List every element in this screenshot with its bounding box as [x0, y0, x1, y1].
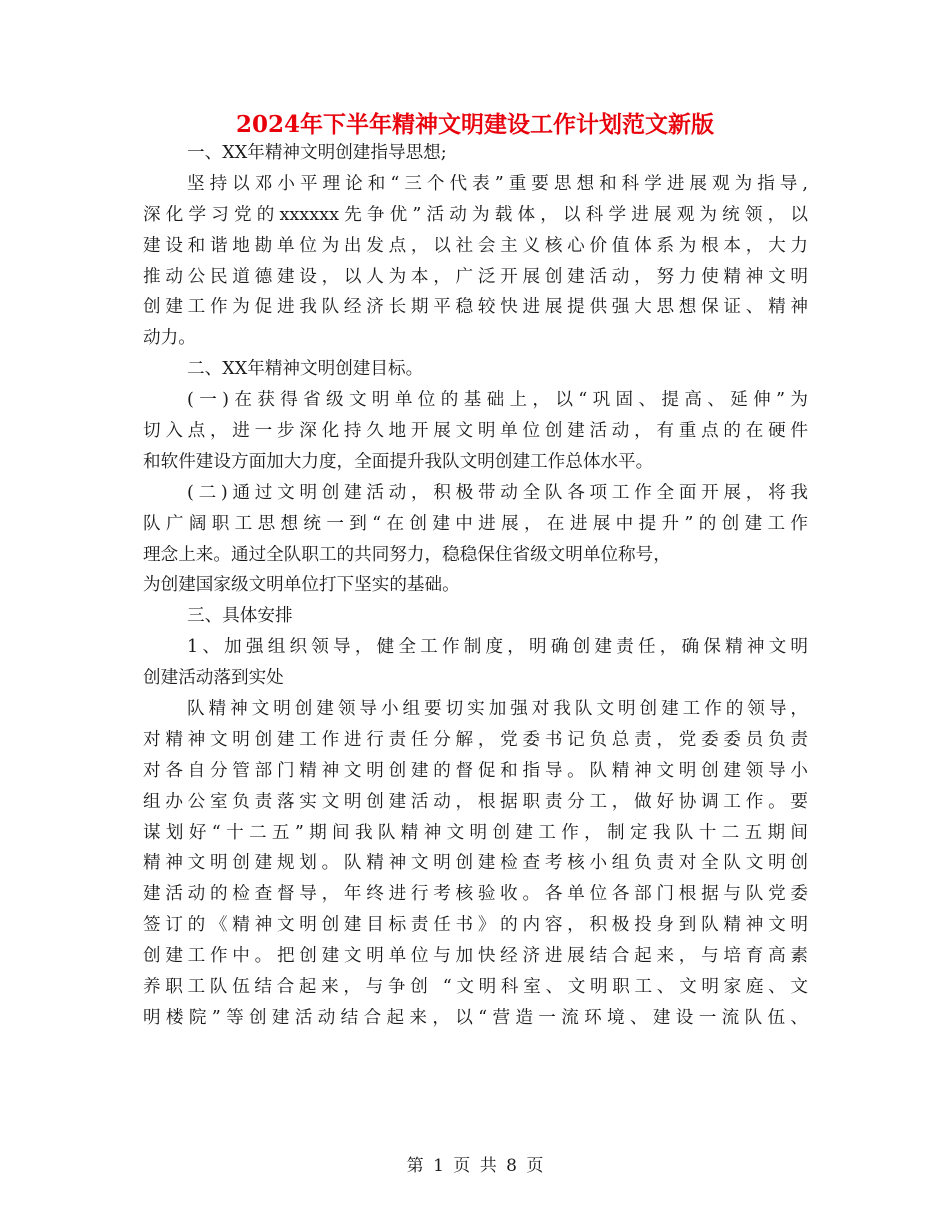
subheading-line: 创建活动落到实处 [143, 668, 284, 689]
paragraph-line: 精神文明创建规划。队精神文明创建检查考核小组负责对全队文明创 [143, 853, 808, 874]
heading-guiding-thought: 一、XX年精神文明创建指导思想; [187, 143, 447, 163]
paragraph-line: 对精神文明创建工作进行责任分解，党委书记负总责，党委委员负责 [143, 729, 808, 750]
paragraph-line: 养职工队伍结合起来，与争创 “文明科室、文明职工、文明家庭、文 [143, 977, 808, 998]
paragraph-line: 理念上来。通过全队职工的共同努力，稳稳保住省级文明单位称号， [143, 544, 671, 565]
heading-arrangements: 三、具体安排 [187, 606, 293, 627]
paragraph-line: 对各自分管部门精神文明创建的督促和指导。队精神文明创建领导小 [143, 760, 808, 781]
paragraph-line: 推动公民道德建设，以人为本，广泛开展创建活动，努力使精神文明 [143, 266, 808, 287]
subheading-line: 1、加强组织领导，健全工作制度，明确创建责任，确保精神文明 [187, 637, 808, 658]
paragraph-line: 队精神文明创建领导小组要切实加强对我队文明创建工作的领导， [187, 699, 808, 720]
paragraph-line: (一)在获得省级文明单位的基础上，以“巩固、提高、延伸”为 [187, 390, 808, 411]
paragraph-line: 创建工作中。把创建文明单位与加快经济进展结合起来，与培育高素 [143, 946, 808, 967]
paragraph-line: 坚持以邓小平理论和“三个代表”重要思想和科学进展观为指导, [187, 173, 808, 194]
paragraph-line: 切入点，进一步深化持久地开展文明单位创建活动，有重点的在硬件 [143, 421, 808, 442]
paragraph-line: 签订的《精神文明创建目标责任书》的内容，积极投身到队精神文明 [143, 915, 808, 936]
paragraph-line: 创建工作为促进我队经济长期平稳较快进展提供强大思想保证、精神 [143, 297, 808, 318]
paragraph-line: 深化学习党的xxxxxx先争优”活动为载体，以科学进展观为统领，以 [143, 204, 808, 225]
paragraph-line: 队广阔职工思想统一到“在创建中进展，在进展中提升”的创建工作 [143, 513, 808, 534]
paragraph-line: 动力。 [143, 328, 196, 349]
paragraph-line: 建活动的检查督导，年终进行考核验收。各单位各部门根据与队党委 [143, 884, 808, 905]
document-body [143, 138, 808, 1034]
paragraph-line: 和软件建设方面加大力度，全面提升我队文明创建工作总体水平。 [143, 451, 654, 472]
paragraph-line: 明楼院”等创建活动结合起来，以“营造一流环境、建设一流队伍、 [143, 1007, 808, 1028]
paragraph-line: 为创建国家级文明单位打下坚实的基础。 [143, 575, 460, 596]
page-number-footer: 第 1 页 共 8 页 [406, 1156, 544, 1176]
heading-goals: 二、XX年精神文明创建目标。 [187, 359, 424, 380]
paragraph-line: 建设和谐地勘单位为出发点，以社会主义核心价值体系为根本，大力 [143, 235, 808, 256]
paragraph-line: (二)通过文明创建活动，积极带动全队各项工作全面开展，将我 [187, 482, 808, 503]
paragraph-line: 组办公室负责落实文明创建活动，根据职责分工，做好协调工作。要 [143, 791, 808, 812]
paragraph-line: 谋划好“十二五”期间我队精神文明创建工作，制定我队十二五期间 [143, 822, 808, 843]
document-title: 2024年下半年精神文明建设工作计划范文新版 [235, 111, 714, 138]
